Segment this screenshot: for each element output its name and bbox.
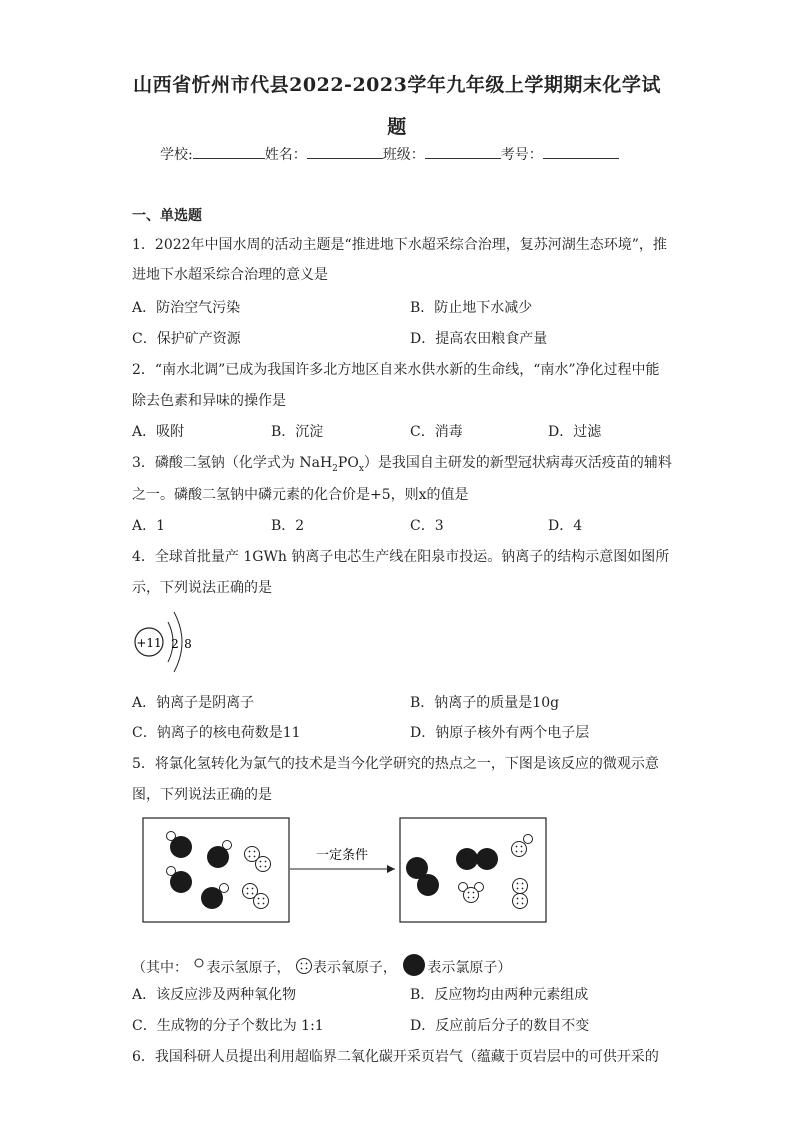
- o2-molecule: [243, 884, 269, 909]
- exam-no-label: 考号：: [500, 147, 543, 163]
- q3-text-a: 3．磷酸二氢钠（化学式为 NaH: [132, 455, 333, 471]
- q4-option-b: B．钠离子的质量是10g: [410, 695, 560, 711]
- q6-stem-line1: 6．我国科研人员提出利用超临界二氧化碳开采页岩气（蕴藏于页岩层中的可供开采的: [132, 1049, 659, 1065]
- o2-molecule: [245, 847, 271, 872]
- q4-stem-line2: 示，下列说法正确的是: [132, 580, 272, 596]
- exam-title-line2: 题: [387, 116, 407, 138]
- school-blank: [193, 144, 265, 159]
- section-title: 一、单选题: [132, 208, 202, 224]
- q1-option-b: B．防止地下水减少: [410, 300, 533, 316]
- q5-stem-line1: 5．将氯化氢转化为氯气的技术是当今化学研究的热点之一，下图是该反应的微观示意: [132, 756, 659, 772]
- hcl-molecule: [167, 832, 193, 859]
- q4-option-d: D．钠原子核外有两个电子层: [410, 725, 590, 741]
- q3-option-c: C．3: [410, 518, 444, 534]
- q2-option-c: C．消毒: [410, 424, 463, 440]
- q4-option-a: A．钠离子是阴离子: [132, 695, 255, 711]
- hcl-molecule: [201, 884, 229, 910]
- cl2-molecule: [456, 848, 498, 870]
- q2-option-b: B．沉淀: [271, 424, 324, 440]
- chlorine-atom-icon: [401, 953, 427, 979]
- class-blank: [425, 144, 501, 159]
- q1-option-d: D．提高农田粮食产量: [410, 331, 548, 347]
- student-info-row: [160, 144, 619, 164]
- name-blank: [307, 144, 383, 159]
- oxygen-atom-icon: [295, 957, 313, 975]
- q3-subscript-2: 2: [332, 463, 338, 474]
- q1-stem-line1: 1．2022年中国水周的活动主题是“推进地下水超采综合治理，复苏河湖生态环境”，推: [132, 237, 667, 253]
- hcl-molecule: [167, 867, 193, 894]
- q3-text-b: PO: [337, 455, 359, 471]
- legend-hydrogen: 表示氢原子，: [206, 960, 291, 976]
- hcl-molecule: [207, 841, 232, 869]
- legend-oxygen: 表示氧原子，: [312, 960, 397, 976]
- q2-option-a: A．吸附: [132, 424, 185, 440]
- q5-option-a: A．该反应涉及两种氧化物: [132, 987, 297, 1003]
- legend-prefix: （其中：: [132, 960, 188, 976]
- q1-stem-line2: 进地下水超采综合治理的意义是: [132, 267, 328, 283]
- q5-option-c: C．生成物的分子个数比为 1:1: [132, 1018, 324, 1034]
- exam-no-blank: [543, 144, 619, 159]
- legend-chlorine: 表示氯原子）: [427, 960, 512, 976]
- q1-option-c: C．保护矿产资源: [132, 331, 241, 347]
- sodium-ion-structure-diagram: [130, 610, 210, 680]
- shell1-electrons: 2: [171, 637, 179, 651]
- shell2-electrons: 8: [184, 637, 192, 651]
- hydrogen-atom-icon: [192, 957, 206, 971]
- o2-molecule: [512, 835, 533, 857]
- q3-text-c: ）是我国自主研发的新型冠状病毒灭活疫苗的辅料: [363, 455, 672, 471]
- q3-stem-line1: [132, 452, 672, 474]
- q3-option-b: B．2: [271, 518, 305, 534]
- cl2-molecule: [406, 857, 439, 896]
- nucleus-charge: +11: [136, 636, 162, 650]
- q5-legend: [132, 953, 511, 979]
- q5-stem-line2: 图，下列说法正确的是: [132, 787, 272, 803]
- q3-option-a: A．1: [132, 518, 166, 534]
- q3-stem-line2: 之一。磷酸二氢钠中磷元素的化合价是+5，则x的值是: [132, 487, 469, 503]
- q3-option-d: D．4: [548, 518, 583, 534]
- exam-title-line1: 山西省忻州市代县2022-2023学年九年级上学期期末化学试: [133, 74, 661, 96]
- class-label: 班级：: [382, 147, 425, 163]
- school-label: 学校:: [160, 147, 193, 163]
- q5-option-b: B．反应物均由两种元素组成: [410, 987, 589, 1003]
- arrow-head-icon: [387, 865, 395, 873]
- reaction-condition: 一定条件: [315, 848, 369, 863]
- q2-option-d: D．过滤: [548, 424, 602, 440]
- reaction-micro-diagram: [140, 815, 552, 927]
- name-label: 姓名：: [264, 147, 307, 163]
- o2-molecule: [513, 879, 528, 909]
- q4-stem-line1: 4．全球首批量产 1GWh 钠离子电芯生产线在阳泉市投运。钠离子的结构示意图如图所: [132, 549, 670, 565]
- q4-option-c: C．钠离子的核电荷数是11: [132, 725, 301, 741]
- q2-stem-line2: 除去色素和异味的操作是: [132, 393, 286, 409]
- h2o-molecule: [459, 883, 484, 903]
- q3-subscript-x: x: [358, 463, 364, 474]
- q1-option-a: A．防治空气污染: [132, 300, 241, 316]
- q2-stem-line1: 2．“南水北调”已成为我国许多北方地区自来水供水新的生命线，“南水”净化过程中能: [132, 362, 660, 378]
- q5-option-d: D．反应前后分子的数目不变: [410, 1018, 590, 1034]
